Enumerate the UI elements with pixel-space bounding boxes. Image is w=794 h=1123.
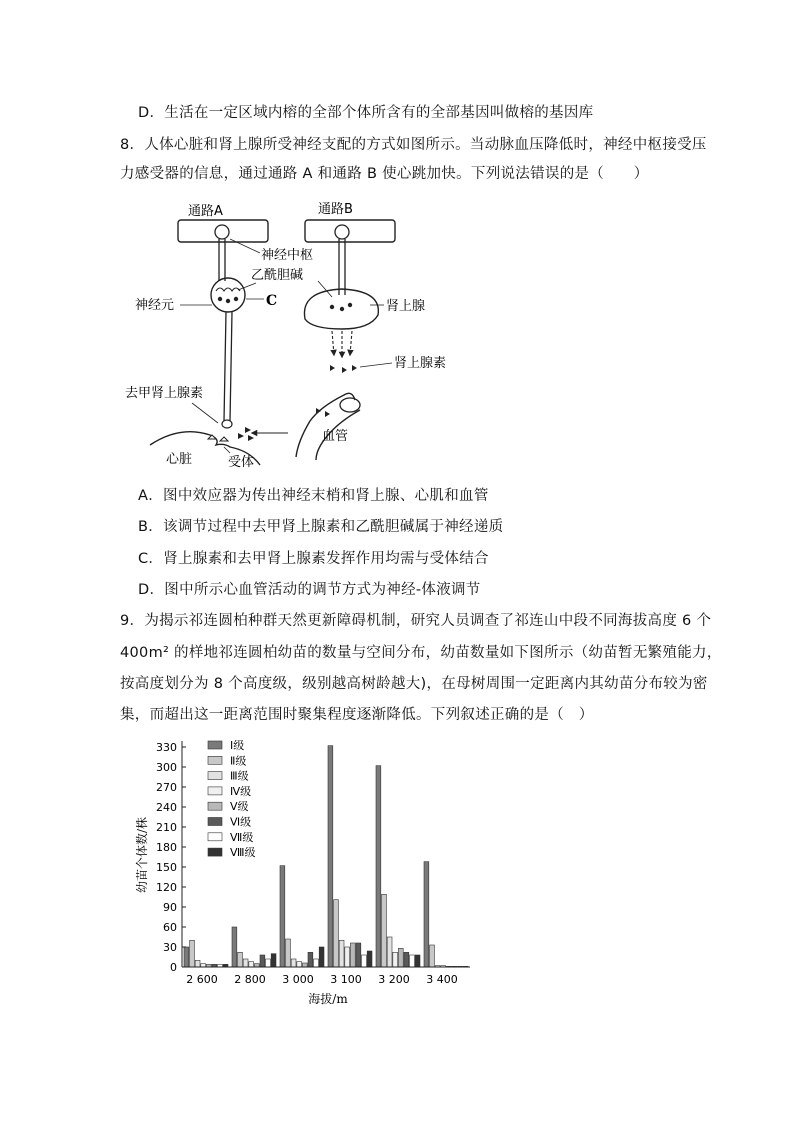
chart-y-tick-label: 150 <box>156 861 177 874</box>
chart-legend-swatch <box>208 833 222 841</box>
chart-bar <box>345 947 350 967</box>
chart-x-axis-label: 海拔/m <box>308 992 348 1006</box>
chart-bar <box>271 954 276 967</box>
label-adrenaline: 肾上腺素 <box>394 356 447 371</box>
chart-bar <box>238 952 243 967</box>
chart-legend-label: Ⅶ级 <box>230 830 254 844</box>
chart-y-tick-label: 300 <box>156 761 177 774</box>
chart-bar <box>291 959 296 967</box>
label-pathway-a: 通路A <box>188 204 223 219</box>
chart-bar <box>260 955 265 967</box>
chart-bar <box>195 960 200 967</box>
chart-bar <box>334 900 339 967</box>
chart-y-tick-label: 270 <box>156 781 177 794</box>
q8-stem-line1: 8．人体心脏和肾上腺所受神经支配的方式如图所示。当动脉血压降低时，神经中枢接受压 <box>120 137 707 153</box>
neuron-body-a <box>215 225 229 239</box>
chart-legend-label: Ⅲ级 <box>230 769 249 783</box>
chart-legend-swatch <box>208 802 222 810</box>
chart-y-axis-label: 幼苗个体数/株 <box>135 816 149 894</box>
chart-bar <box>249 962 254 967</box>
axon-b <box>339 239 345 295</box>
q8-option-b: B．该调节过程中去甲肾上腺素和乙酰胆碱属于神经递质 <box>138 519 504 535</box>
chart-bar <box>266 959 271 967</box>
chart-legend-swatch <box>208 787 222 795</box>
label-pathway-b: 通路B <box>318 202 353 217</box>
label-nerve-center: 神经中枢 <box>261 248 314 263</box>
q9-stem-line3: 按高度划分为 8 个高度级，级别越高树龄越大)，在母树周围一定距离内其幼苗分布较为密 <box>120 676 708 692</box>
label-norepinephrine: 去甲肾上腺素 <box>125 386 204 401</box>
chart-legend-label: Ⅷ级 <box>230 846 256 860</box>
chart-bar <box>424 862 429 967</box>
chart-legend-swatch <box>208 772 222 780</box>
chart-x-tick-label: 2 600 <box>186 973 218 986</box>
chart-x-tick-label: 3 200 <box>378 973 410 986</box>
chart-bar <box>232 927 237 967</box>
chart-bar <box>243 959 248 967</box>
chart-bar <box>404 952 409 967</box>
q8-diagram <box>120 195 480 475</box>
chart-bar <box>415 955 420 967</box>
chart-bar <box>367 951 372 967</box>
chart-legend-swatch <box>208 848 222 856</box>
chart-y-tick-label: 90 <box>163 901 177 914</box>
chart-bar <box>387 937 392 967</box>
chart-bar <box>376 766 381 967</box>
q7-option-d: D．生活在一定区域内榕的全部个体所含有的全部基因叫做榕的基因库 <box>138 105 594 121</box>
chart-y-tick-label: 210 <box>156 821 177 834</box>
chart-y-tick-label: 30 <box>163 941 177 954</box>
chart-legend-label: Ⅱ级 <box>230 754 247 768</box>
chart-bar <box>308 952 313 967</box>
chart-bar <box>184 947 189 967</box>
chart-legend-swatch <box>208 756 222 764</box>
label-neuron: 神经元 <box>135 298 175 313</box>
chart-legend-label: Ⅴ级 <box>230 800 249 814</box>
chart-bar <box>319 947 324 967</box>
chart-x-tick-label: 3 400 <box>426 973 458 986</box>
label-c: C <box>266 293 278 309</box>
axon-a-upper <box>219 239 225 281</box>
q9-stem-line2: 400m² 的样地祁连圆柏幼苗的数量与空间分布，幼苗数量如下图所示（幼苗暂无繁殖能力， <box>120 645 722 661</box>
blood-vessel-outer <box>296 393 355 457</box>
chart-bar <box>314 959 319 967</box>
chart-bar <box>350 943 355 967</box>
chart-bar <box>393 952 398 967</box>
q8-option-d: D．图中所示心血管活动的调节方式为神经-体液调节 <box>138 582 481 598</box>
nerve-center-box-b <box>305 220 395 242</box>
chart-bar <box>398 948 403 967</box>
axon-a-lower <box>224 312 232 421</box>
label-heart: 心脏 <box>166 452 193 467</box>
chart-x-tick-label: 3 000 <box>282 973 314 986</box>
chart-bar <box>280 866 285 967</box>
neuron-body-b <box>335 225 349 239</box>
chart-y-tick-label: 330 <box>156 741 177 754</box>
label-acetylcholine: 乙酰胆碱 <box>251 268 304 283</box>
chart-bar <box>410 955 415 967</box>
label-adrenal-gland: 肾上腺 <box>386 299 426 314</box>
chart-y-tick-label: 60 <box>163 921 177 934</box>
chart-legend-swatch <box>208 741 222 749</box>
chart-bar <box>339 940 344 967</box>
chart-bar <box>297 962 302 967</box>
chart-legend-label: Ⅵ级 <box>230 815 252 829</box>
chart-bar <box>286 939 291 967</box>
chart-y-tick-label: 0 <box>170 961 177 974</box>
chart-x-tick-label: 3 100 <box>330 973 362 986</box>
chart-bar <box>190 940 195 967</box>
chart-bar <box>362 955 367 967</box>
chart-x-tick-label: 2 800 <box>234 973 266 986</box>
chart-legend-label: Ⅳ级 <box>230 784 252 798</box>
q8-stem-line2: 力感受器的信息，通过通路 A 和通路 B 使心跳加快。下列说法错误的是（ ） <box>120 166 649 182</box>
q9-stem-line1: 9．为揭示祁连圆柏种群天然更新障碍机制，研究人员调查了祁连山中段不同海拔高度 6 个 <box>120 613 712 629</box>
q8-option-a: A．图中效应器为传出神经末梢和肾上腺、心肌和血管 <box>138 488 489 504</box>
chart-y-tick-label: 120 <box>156 881 177 894</box>
chart-legend-label: Ⅰ级 <box>230 739 245 752</box>
chart-bar <box>328 746 333 967</box>
seedling-bar-chart <box>130 735 480 1010</box>
ganglion-c <box>211 278 245 312</box>
chart-bar <box>302 963 307 967</box>
q9-stem-line4: 集，而超出这一距离范围时聚集程度逐渐降低。下列叙述正确的是（ ） <box>120 707 594 723</box>
chart-bar <box>430 945 435 967</box>
label-blood-vessel: 血管 <box>322 429 349 444</box>
chart-legend-swatch <box>208 818 222 826</box>
chart-y-tick-label: 240 <box>156 801 177 814</box>
q8-option-c: C．肾上腺素和去甲肾上腺素发挥作用均需与受体结合 <box>138 551 489 567</box>
chart-bar <box>356 943 361 967</box>
chart-y-tick-label: 180 <box>156 841 177 854</box>
label-receptor: 受体 <box>228 455 255 470</box>
chart-bar <box>382 894 387 967</box>
